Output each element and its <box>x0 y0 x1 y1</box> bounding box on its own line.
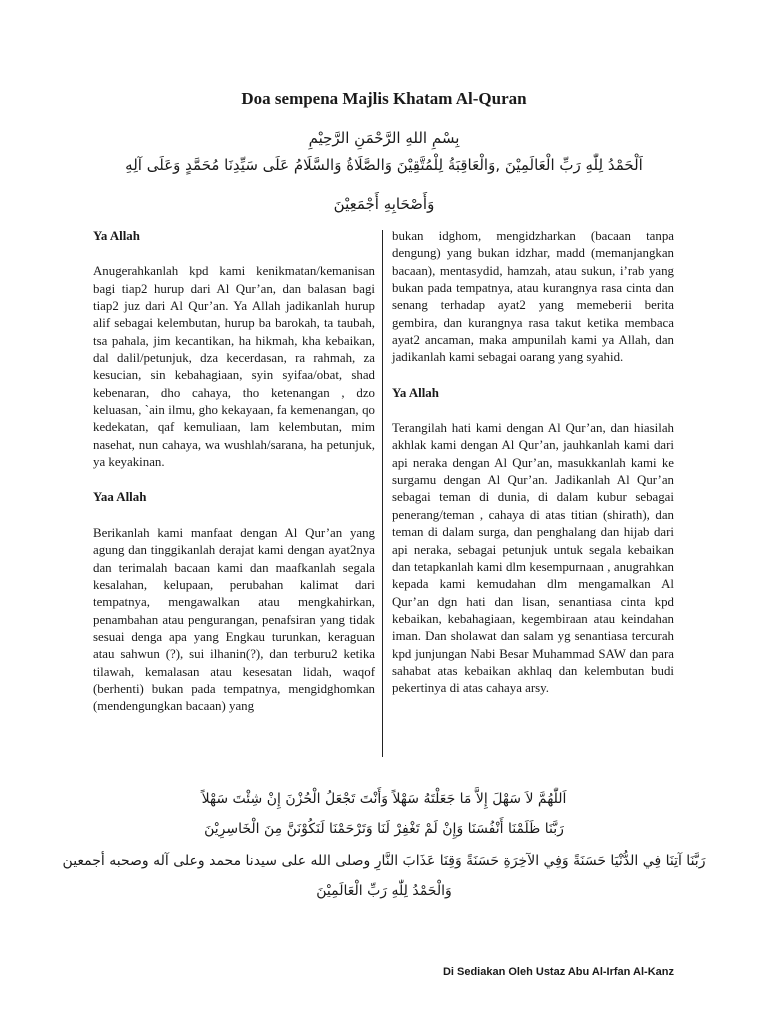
right-heading-ya-allah: Ya Allah <box>392 385 439 400</box>
closing-doa-line-4: وَالْحَمْدُ لِلّٰهِ رَبِّ الْعَالَمِيْنَ <box>316 883 452 899</box>
left-paragraph-1: Anugerahkanlah kpd kami kenikmatan/kemanisan bagi tiap2 hurup dari Al Qur’an, dan balasan bagi tiap2 juz dari Al Qur’an. Ya Allah jadikanlah hurup alif sebagai kelembutan, hurup ba barokah, ta taubah, tsa pahala, jim kecantikan, ha hikmah, kha kebaikan, dal dalil/petunjuk, dza kecerdasan, ra rahmah, za kesucian, sin kebahagiaan, syin syifaa/obat, shad kebenaran, dho cahaya, tho ketenangan , dzo keluasan, `ain ilmu, gho kekayaan, fa kemenangan, qo kedekatan, qaf kemuliaan, lam kelembutan, mim nasehat, nun cahaya, wa wushlah/sarana, ha petunjuk, ya keyakinan. <box>93 264 375 470</box>
closing-doa-line-1: اَللّٰهُمَّ لاَ سَهْلَ إِلاَّ مَا جَعَلْتَهُ سَهْلاً وَأَنْتَ تَجْعَلُ الْحُزْنَ إِنْ شِئْتَ سَهْلاً <box>201 791 567 807</box>
right-column <box>392 228 674 716</box>
column-divider <box>382 230 383 757</box>
document-title: Doa sempena Majlis Khatam Al-Quran <box>241 89 527 108</box>
opening-doa-line-1: اَلْحَمْدُ لِلّٰهِ رَبِّ الْعَالَمِيْنَ ,وَالْعَاقِبَةُ لِلْمُتَّقِيْنَ وَالصَّلَاةُ وَالسَّلَامُ عَلَى سَيِّدِنَا مُحَمَّدٍ وَعَلَى آلِهِ <box>125 156 643 174</box>
left-column <box>93 228 375 734</box>
closing-doa-line-2: رَبَّنَا ظَلَمْنَا أَنْفُسَنَا وَإِنْ لَمْ تَغْفِرْ لَنَا وَتَرْحَمْنَا لَنَكُوْنَنَّ مِنَ الْخَاسِرِيْنَ <box>204 821 564 837</box>
closing-doa-line-3: رَبَّنَا آتِنَا فِي الدُّنْيَا حَسَنَةً وَفِي الآخِرَةِ حَسَنَةً وَقِنَا عَذَابَ النَّارِ وصلى الله على سيدنا محمد وعلى آله وصحبه أجمعين <box>62 853 706 869</box>
bismillah-line: بِسْمِ اللهِ الرَّحْمَنِ الرَّحِيْمِ <box>308 129 460 147</box>
opening-doa-line-2: وَأَصْحَابِهِ أَجْمَعِيْنَ <box>333 195 435 213</box>
left-paragraph-2: Berikanlah kami manfaat dengan Al Qur’an yang agung dan tinggikanlah derajat kami dengan ayat2nya dan terimalah bacaan kami dan maafkanlah segala kesalahan, kelupaan, perubahan kalimat dari tempatnya, mengawalkan atau mengkahirkan, penambahan atau pengurangan, penafsiran yang tidak sesuai denga apa yang Engkau turunkan, keraguan atau sahwun (?), sui ilhanin(?), dan terburu2 ketika tilawah, kemalasan atau kesesatan lidah, waqof (berhenti) bukan pada tempatnya, mengidghomkan (mendengungkan bacaan) yang <box>93 525 375 714</box>
left-heading-ya-allah: Ya Allah <box>93 229 140 243</box>
left-heading-yaa-allah: Yaa Allah <box>93 490 147 505</box>
right-paragraph-1: bukan idghom, mengidzharkan (bacaan tanpa dengung) yang bukan idzhar, madd (memanjangkan bacaan), mentasydid, hamzah, atau sukun, i’rab yang bukan pada tempatnya, atau kurangnya rasa cinta dan senang terhadap ayat2 yang memeberii berita gembira, dan kurangnya rasa takut ketika membaca ayat2 ancaman, maka ampunilah kami ya Allah, dan jadikanlah kami sebagai oarang yang syahid. <box>392 229 674 365</box>
right-paragraph-2: Terangilah hati kami dengan Al Qur’an, dan hiasilah akhlak kami dengan Al Qur’an, jauhkanlah kami dari api neraka dengan Al Qur’an, masukkanlah kami ke surgamu dengan Al Qur’an. Jadikanlah Al Qur’an sebagai teman di dunia, di dalam kubur sebagai penerang/teman , cahaya di atas titian (shirath), dan teman di dalam surga, dan penghalang dan hijab dari api neraka, sebagai petunjuk untuk segala kebaikan dan tetapkanlah kami dlm kesempurnaan , anugrahkan kepada kami kemudahan dlm mengamalkan Al Qur’an dgn hati dan lisan, senantiasa cinta kpd kebaikan, kebahagiaan, kegembiraan atau keindahan iman. Dan sholawat dan salam yg senantiasa tercurah kpd junjungan Nabi Besar Muhammad SAW dan para sahabat atas kebaikan akhlaq dan kelembutan budi pekertinya di atas cahaya arsy. <box>392 421 674 696</box>
author-credit: Di Sediakan Oleh Ustaz Abu Al-Irfan Al-Kanz <box>442 966 674 978</box>
